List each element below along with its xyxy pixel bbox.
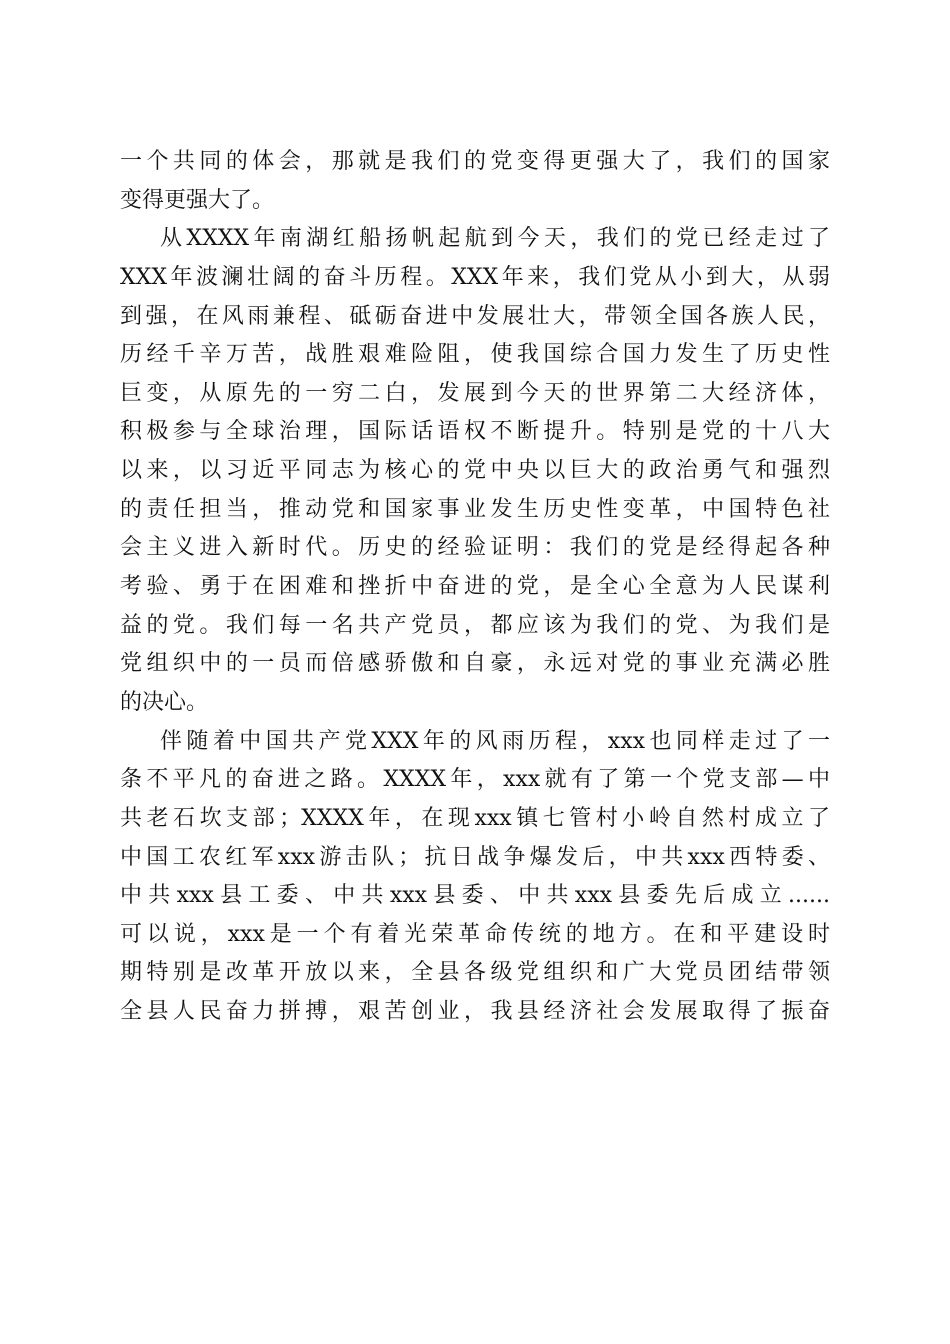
- text-line: 历经千辛万苦，战胜艰难险阻，使我国综合国力发生了历史性: [120, 342, 830, 368]
- text-line: 以来，以习近平同志为核心的党中央以巨大的政治勇气和强烈: [120, 458, 830, 484]
- text-line: 全县人民奋力拼搏，艰苦创业，我县经济社会发展取得了振奋: [120, 999, 830, 1025]
- text-line: 变得更强大了。: [120, 187, 275, 213]
- text-line: 到强，在风雨兼程、砥砺奋进中发展壮大，带领全国各族人民，: [120, 303, 830, 329]
- text-line: 会主义进入新时代。历史的经验证明：我们的党是经得起各种: [120, 535, 830, 561]
- text-line: 一个共同的体会，那就是我们的党变得更强大了，我们的国家: [120, 149, 830, 174]
- text-line: 考验、勇于在困难和挫折中奋进的党，是全心全意为人民谋利: [120, 574, 830, 600]
- text-line: XXX年波澜壮阔的奋斗历程。XXX年来，我们党从小到大，从弱: [120, 264, 830, 290]
- text-line: 伴随着中国共产党XXX年的风雨历程，xxx也同样走过了一: [160, 728, 830, 754]
- text-line: 的责任担当，推动党和国家事业发生历史性变革，中国特色社: [120, 496, 830, 522]
- text-line: 条不平凡的奋进之路。XXXX年，xxx就有了第一个党支部—中: [120, 767, 830, 793]
- text-line: 共老石坎支部；XXXX年，在现xxx镇七管村小岭自然村成立了: [120, 805, 830, 831]
- text-line: 的决心。: [120, 689, 209, 715]
- text-line: 中国工农红军xxx游击队；抗日战争爆发后，中共xxx西特委、: [120, 844, 830, 870]
- text-line: 党组织中的一员而倍感骄傲和自豪，永远对党的事业充满必胜: [120, 651, 830, 677]
- text-line: 巨变，从原先的一穷二白，发展到今天的世界第二大经济体，: [120, 380, 830, 406]
- text-line: 期特别是改革开放以来，全县各级党组织和广大党员团结带领: [120, 960, 830, 986]
- text-line: 积极参与全球治理，国际话语权不断提升。特别是党的十八大: [120, 419, 830, 445]
- text-line: 可以说，xxx是一个有着光荣革命传统的地方。在和平建设时: [120, 921, 830, 947]
- text-line: 中共xxx县工委、中共xxx县委、中共xxx县委先后成立......: [120, 883, 830, 909]
- body-text: [120, 143, 830, 1032]
- text-line: 益的党。我们每一名共产党员，都应该为我们的党、为我们是: [120, 612, 830, 638]
- text-line: 从XXXX年南湖红船扬帆起航到今天，我们的党已经走过了: [160, 226, 830, 252]
